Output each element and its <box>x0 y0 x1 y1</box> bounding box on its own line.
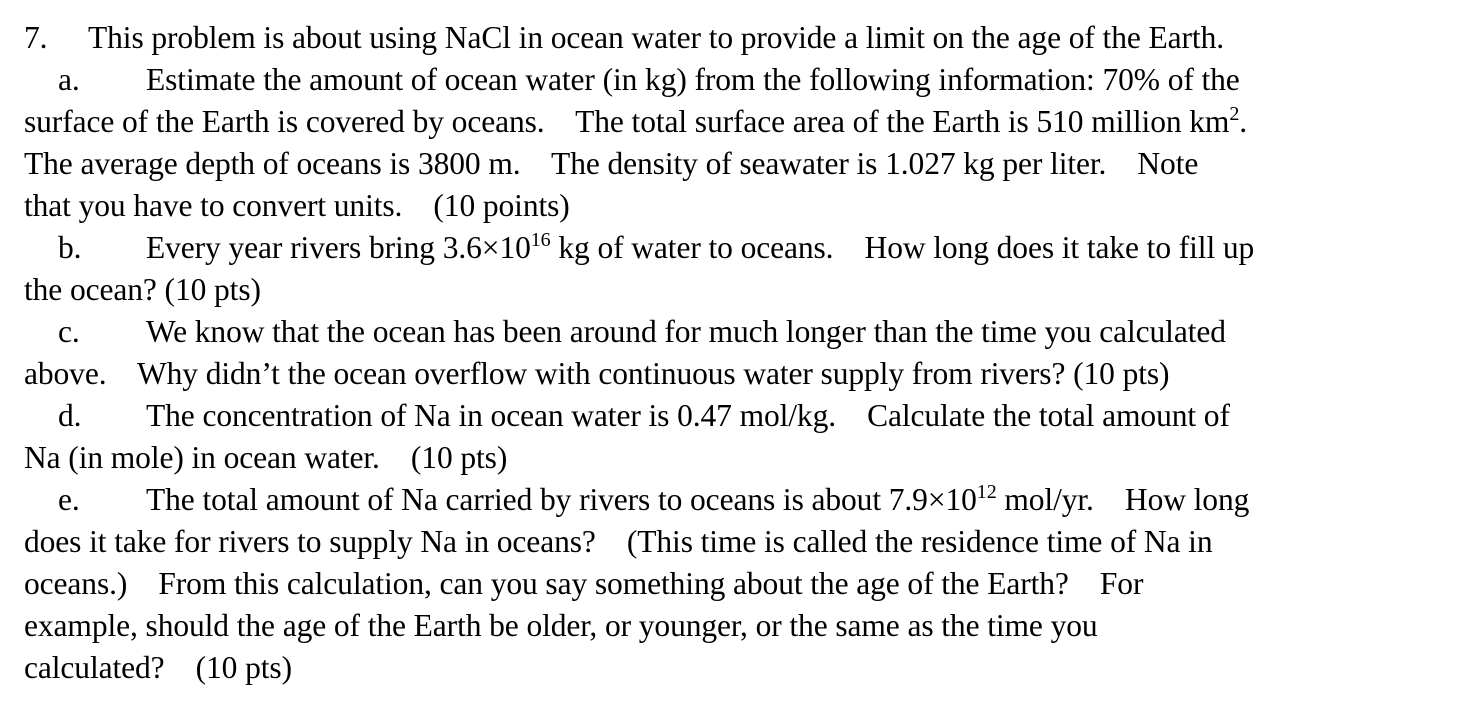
part-a-line-3 <box>24 143 1198 185</box>
part-a-text-1: Estimate the amount of ocean water (in kg) from the following information: 70% of the <box>146 62 1240 97</box>
part-d-text-2: Na (in mole) in ocean water. (10 pts) <box>24 440 508 475</box>
part-e-label: e. <box>58 482 80 517</box>
part-e-text-5: calculated? (10 pts) <box>24 650 292 685</box>
part-e-text-2: does it take for rivers to supply Na in oceans? (This time is called the residence time of Na in <box>24 524 1213 559</box>
part-a-text-3: The average depth of oceans is 3800 m. The density of seawater is 1.027 kg per liter. Note <box>24 146 1199 181</box>
problem-statement-line <box>24 17 1224 59</box>
part-d-line-1 <box>24 395 1230 437</box>
part-d-text-1: The concentration of Na in ocean water is 0.47 mol/kg. Calculate the total amount of <box>146 398 1230 433</box>
part-d-line-2 <box>24 437 507 479</box>
problem-number: 7. <box>24 20 48 55</box>
part-e-line-4 <box>24 605 1098 647</box>
part-c-line-2 <box>24 353 1169 395</box>
part-e-line-5 <box>24 647 292 689</box>
part-c-text-2: above. Why didn’t the ocean overflow with continuous water supply from rivers? (10 pts) <box>24 356 1170 391</box>
part-a-line-4 <box>24 185 570 227</box>
part-e-text-4: example, should the age of the Earth be older, or younger, or the same as the time you <box>24 608 1098 643</box>
part-e-line-2 <box>24 521 1213 563</box>
part-a-text-2-end: . <box>1239 104 1248 139</box>
part-e-superscript: 12 <box>976 481 997 503</box>
part-c-text-1: We know that the ocean has been around for much longer than the time you calculated <box>146 314 1226 349</box>
part-b-superscript: 16 <box>530 229 551 251</box>
part-c-label: c. <box>58 314 80 349</box>
part-e-line-1 <box>24 479 1249 521</box>
part-a-label: a. <box>58 62 80 97</box>
part-b-label: b. <box>58 230 82 265</box>
part-e-text-3: oceans.) From this calculation, can you say something about the age of the Earth? For <box>24 566 1144 601</box>
part-d-label: d. <box>58 398 82 433</box>
part-b-line-1 <box>24 227 1254 269</box>
part-b-text-2: the ocean? (10 pts) <box>24 272 261 307</box>
part-e-text-1-end: mol/yr. How long <box>996 482 1250 517</box>
problem-statement: This problem is about using NaCl in ocean water to provide a limit on the age of the Earth. <box>88 20 1224 55</box>
part-a-line-1 <box>24 59 1240 101</box>
part-a-superscript: 2 <box>1229 103 1240 125</box>
part-b-text-1: Every year rivers bring 3.6×10 <box>146 230 531 265</box>
part-b-line-2 <box>24 269 261 311</box>
part-e-text-1: The total amount of Na carried by rivers to oceans is about 7.9×10 <box>146 482 977 517</box>
part-e-line-3 <box>24 563 1143 605</box>
part-a-text-2: surface of the Earth is covered by oceans. The total surface area of the Earth is 510 million km <box>24 104 1230 139</box>
part-c-line-1 <box>24 311 1226 353</box>
part-a-text-4: that you have to convert units. (10 points) <box>24 188 570 223</box>
part-b-text-1-end: kg of water to oceans. How long does it take to fill up <box>550 230 1255 265</box>
part-a-line-2 <box>24 101 1247 143</box>
